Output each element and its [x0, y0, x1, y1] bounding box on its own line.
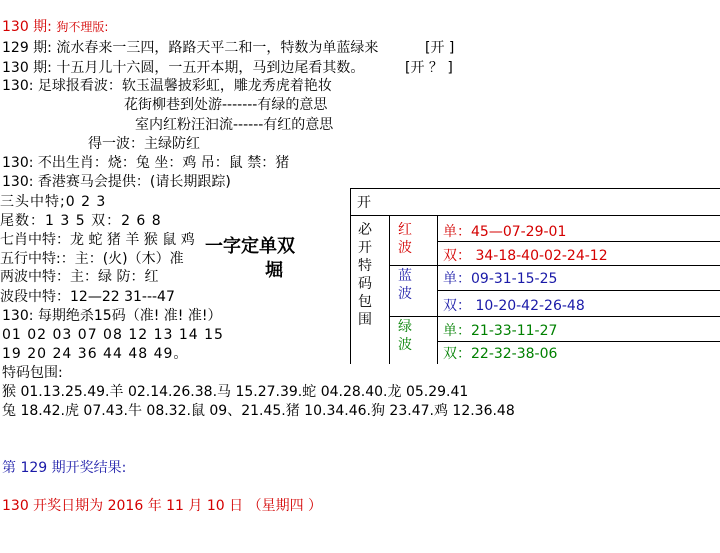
line-130a-tail: [开 ？ ]: [405, 60, 453, 76]
red-wave-label: 红波: [398, 222, 412, 256]
santou-line: 三头中特;0 2 3: [0, 194, 107, 210]
draw-date-line: 130 开奖日期为 2016 年 11 月 10 日 （星期四 ）: [2, 498, 323, 514]
green-single: 单：21-33-11-27: [443, 323, 558, 339]
poem-line-2: 花街柳巷到处游-------有绿的意思: [124, 97, 328, 113]
line-130c: 130: 不出生肖：烧：兔 坐：鸡 吊：鼠 禁：猪: [2, 155, 290, 171]
boduan-line: 波段中特：12—22 31---47: [0, 289, 175, 305]
numbers-line-1: 01 02 03 07 08 12 13 14 15: [2, 327, 224, 343]
edition-note: 狗不理版:: [56, 20, 109, 34]
line-129-tail: [开 ]: [425, 40, 455, 56]
side-label: 必开特码包围: [358, 222, 372, 328]
poem-line-3: 室内红粉汪汩流------有红的意思: [135, 117, 334, 133]
result-title: 第 129 期开奖结果:: [2, 460, 127, 476]
numbers-line-2: 19 20 24 36 44 48 49。: [2, 346, 189, 362]
line-130b: 130: 足球报看波：软玉温馨披彩虹，雕龙秀虎着艳妆: [2, 78, 332, 94]
jue15-line: 130: 每期绝杀15码（准! 准! 准!）: [2, 308, 222, 324]
tema-title: 特码包围:: [2, 365, 63, 381]
weishu-line: 尾数：1 3 5 双：2 6 8: [0, 213, 162, 229]
liangbo-line: 两波中特：主：绿 防：红: [0, 269, 159, 285]
zodiac-line-2: 兔 18.42.虎 07.43.牛 08.32.鼠 09、21.45.猪 10.34.46.狗 23.47.鸡 12.36.48: [2, 403, 515, 419]
blue-single: 单：09-31-15-25: [443, 271, 558, 287]
period-130-header: [2, 18, 108, 36]
wuxing-line: 五行中特:：主：(火)（木）准: [0, 251, 184, 267]
red-single: 单：45—07-29-01: [443, 224, 567, 240]
blue-wave-label: 蓝波: [398, 268, 412, 302]
red-double: 双： 34-18-40-02-24-12: [443, 248, 608, 264]
period-label: 130 期:: [2, 19, 52, 35]
qixiao-line: 七肖中特：龙 蛇 猪 羊 猴 鼠 鸡: [0, 232, 195, 248]
big-danshuang-text: 一字定单双: [205, 236, 295, 257]
line-129: 129 期: 流水春来一三四，路路天平二和一，特数为单蓝绿来: [2, 40, 379, 56]
tema-bag-table: [350, 188, 720, 364]
blue-double: 双： 10-20-42-26-48: [443, 298, 585, 314]
line-130d: 130: 香港赛马会提供：(请长期跟踪): [2, 174, 231, 190]
zodiac-line-1: 猴 01.13.25.49.羊 02.14.26.38.马 15.27.39.蛇 04.28.40.龙 05.29.41: [2, 384, 469, 400]
line-130a: 130 期: 十五月儿十六圆，一五开本期，马到边尾看其数。: [2, 60, 365, 76]
green-wave-label: 绿波: [398, 319, 412, 353]
big-char-text: 堀: [265, 260, 283, 281]
kai-cell: 开: [357, 195, 371, 211]
green-double: 双：22-32-38-06: [443, 346, 558, 362]
poem-line-4: 得一波：主绿防红: [88, 136, 200, 152]
